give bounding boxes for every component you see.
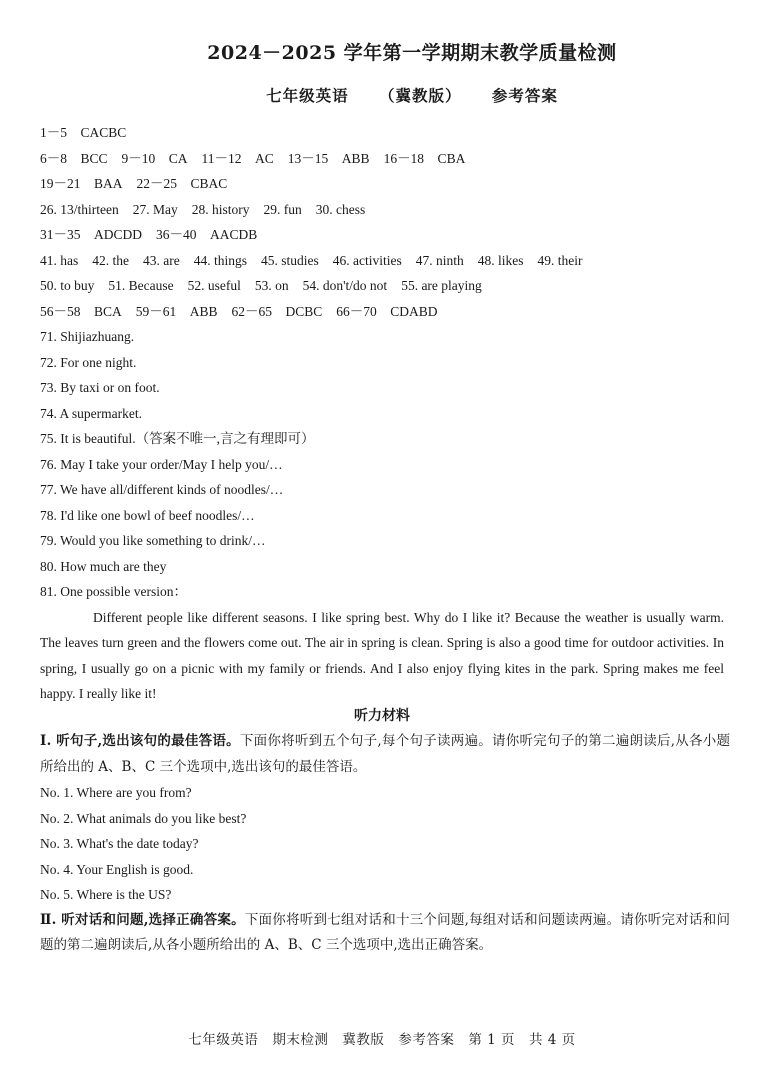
answer-item: 62－65 DCBC <box>231 303 323 319</box>
listening-part-1-instructions <box>40 729 730 780</box>
answer-item: 49. their <box>537 252 583 268</box>
answer-item: 9－10 CA <box>121 150 188 166</box>
answer-line <box>40 273 730 299</box>
answer-list <box>40 120 730 707</box>
answer-item: 27. May <box>132 201 178 217</box>
answer-item: 43. are <box>143 252 180 268</box>
answer-item: 31－35 ADCDD <box>40 227 143 242</box>
listening-item: No. 1. Where are you from? <box>40 785 192 800</box>
answer-item: 77. We have all/different kinds of noodles/… <box>40 482 284 497</box>
answer-line <box>40 171 730 197</box>
answer-item: 73. By taxi or on foot. <box>40 380 160 395</box>
answer-line <box>40 426 730 452</box>
subtitle-edition: （冀教版） <box>378 86 462 105</box>
listening-part-2-heading: Ⅱ. 听对话和问题,选择正确答案。 <box>40 911 245 928</box>
answer-item: 72. For one night. <box>40 354 137 370</box>
answer-item: 6－8 BCC <box>40 150 108 166</box>
answer-line <box>40 375 730 401</box>
listening-section <box>40 729 730 959</box>
answer-item: 55. are playing <box>401 278 482 293</box>
answer-item: 46. activities <box>332 252 402 268</box>
answer-line <box>40 146 730 172</box>
answer-line <box>40 579 730 605</box>
listening-title: 听力材料 <box>354 708 410 724</box>
answer-item: 48. likes <box>477 252 524 268</box>
answer-item: 19－21 BAA <box>40 176 123 191</box>
answer-item: 71. Shijiazhuang. <box>40 329 135 344</box>
answer-item: 81. One possible version： <box>40 584 187 599</box>
answer-line <box>40 324 730 350</box>
answer-line <box>40 528 730 554</box>
answer-line <box>40 197 730 223</box>
answer-item: 51. Because <box>108 278 174 293</box>
answer-item: 59－61 ABB <box>135 303 218 319</box>
listening-item: No. 2. What animals do you like best? <box>40 810 247 826</box>
answer-line <box>40 299 730 325</box>
answer-line <box>40 350 730 376</box>
page-subtitle <box>0 84 764 106</box>
answer-item: 13－15 ABB <box>287 150 370 166</box>
answer-item: 47. ninth <box>415 252 464 268</box>
answer-item: 79. Would you like something to drink/… <box>40 533 266 548</box>
listening-item: No. 4. Your English is good. <box>40 861 194 877</box>
answer-item: 22－25 CBAC <box>136 176 228 191</box>
answer-item: 1－5 CACBC <box>40 125 127 140</box>
answer-item: 74. A supermarket. <box>40 405 142 421</box>
answer-item: 52. useful <box>187 278 241 293</box>
answer-item: 53. on <box>254 278 289 293</box>
answer-item: 45. studies <box>261 252 319 268</box>
answer-item: 28. history <box>191 201 250 217</box>
listening-part-2-instructions <box>40 908 730 959</box>
page-title: 2024－2025 学年第一学期期末教学质量检测 <box>207 42 617 64</box>
answer-item: 41. has <box>40 252 79 268</box>
answer-item: 80. How much are they <box>40 558 167 574</box>
listening-item: No. 5. Where is the US? <box>40 887 172 902</box>
answer-line <box>40 554 730 580</box>
answer-item: 42. the <box>92 252 129 268</box>
listening-part-2-body: 下面你将听到七组对话和十三个问题,每组对话和问题读两遍。请你听完对话和问题的第二遍朗读后,从各小题所给出的 A、B、C 三个选项中,选出正确答案。 <box>40 911 730 953</box>
answer-item: 30. chess <box>315 201 366 217</box>
page-footer: 七年级英语 期末检测 冀教版 参考答案 第 1 页 共 4 页 <box>188 1032 576 1048</box>
answer-item: 44. things <box>193 252 247 268</box>
listening-item: No. 3. What's the date today? <box>40 836 199 851</box>
answer-item: 66－70 CDABD <box>336 303 438 319</box>
answer-line <box>40 477 730 503</box>
answer-item: 29. fun <box>263 201 302 217</box>
listening-part-1-body: 下面你将听到五个句子,每个句子读两遍。请你听完句子的第二遍朗读后,从各小题所给出的 A、B、C 三个选项中,选出该句的最佳答语。 <box>40 733 730 775</box>
answer-item: 75. It is beautiful.（答案不唯一,言之有理即可） <box>40 431 315 446</box>
subtitle-grade-subject: 七年级英语 <box>266 86 349 105</box>
answer-line <box>40 503 730 529</box>
answer-line <box>40 222 730 248</box>
answer-item: 36－40 AACDB <box>156 227 258 242</box>
subtitle-answer-key: 参考答案 <box>491 86 558 105</box>
listening-part-1-heading: Ⅰ. 听句子,选出该句的最佳答语。 <box>40 733 240 749</box>
answer-item: 11－12 AC <box>201 150 274 166</box>
answer-item: 16－18 CBA <box>383 150 466 166</box>
answer-item: 78. I'd like one bowl of beef noodles/… <box>40 507 255 523</box>
answer-line <box>40 120 730 146</box>
answer-item: 50. to buy <box>40 278 95 293</box>
answer-line <box>40 248 730 274</box>
answer-item: 56－58 BCA <box>40 303 122 319</box>
answer-item: 54. don't/do not <box>302 278 388 293</box>
answer-item: 26. 13/thirteen <box>40 201 119 217</box>
sample-essay: Different people like different seasons. I like spring best. Why do I like it? Because the weather is usually warm. The leaves turn green and the flowers come out. The air in spring is clean. Spring is also a good time for outdoor activities. In spring, I usually go on a picnic with my family or friends. And I also enjoy flying kites in the park. Spring makes me feel happy. I really like it! <box>40 609 724 701</box>
answer-item: 76. May I take your order/May I help you/… <box>40 456 283 472</box>
answer-line <box>40 401 730 427</box>
answer-line <box>40 452 730 478</box>
